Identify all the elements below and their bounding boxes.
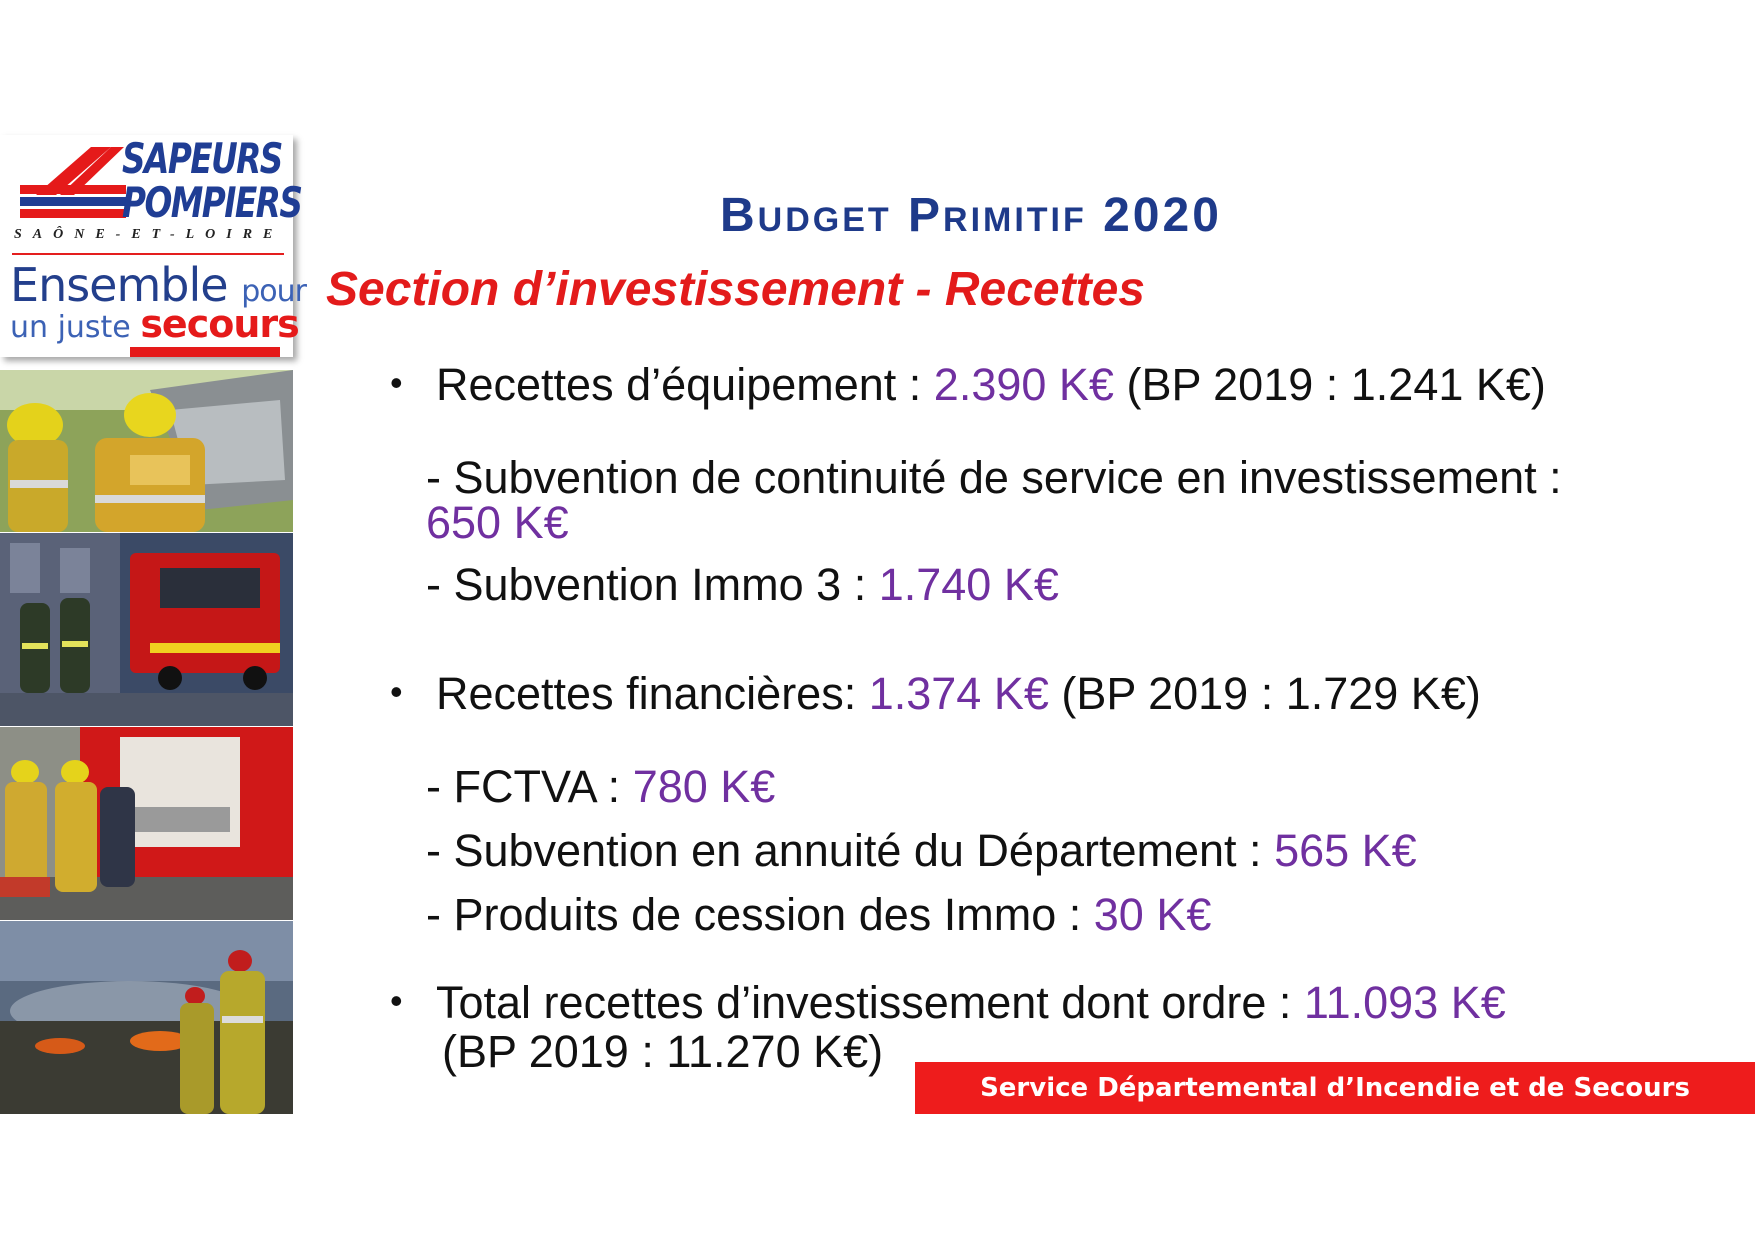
section-subtitle: Section d’investissement - Recettes (326, 263, 1145, 316)
bullet-equipment (436, 360, 1546, 410)
sub-item-fctva (426, 762, 775, 812)
bullet-value: 11.093 K€ (1303, 977, 1506, 1028)
slogan-word-un-juste: un juste (10, 310, 131, 345)
bullet-total (436, 978, 1506, 1028)
slogan-word-ensemble: Ensemble (10, 258, 228, 312)
photo-fire-truck (0, 533, 293, 726)
logo-region: SAÔNE-ET-LOIRE (14, 227, 284, 242)
logo-divider (12, 253, 284, 255)
sub-item-label: - FCTVA : (426, 761, 633, 812)
logo-bottom-bar (130, 347, 280, 357)
page-title: Budget Primitif 2020 (720, 189, 1222, 242)
sub-item-value: 565 K€ (1274, 825, 1417, 876)
sub-item-value: 780 K€ (632, 761, 776, 812)
bullet-label: Recettes financières: (436, 668, 869, 719)
slogan-word-pour: pour (241, 274, 306, 309)
sub-item-continuity-value (426, 498, 569, 548)
logo-stripes-icon (16, 145, 126, 223)
bullet-value: 2.390 K€ (933, 359, 1114, 410)
photo-ambulance (0, 727, 293, 920)
sub-item-value: 1.740 K€ (878, 559, 1059, 610)
sub-item-label: - Subvention de continuité de service en investissement : (426, 452, 1562, 503)
footer-banner: Service Départemental d’Incendie et de Secours (915, 1062, 1755, 1114)
sub-item-value: 650 K€ (426, 497, 569, 548)
sdis-logo (0, 134, 306, 357)
bullet-financial (436, 669, 1481, 719)
sub-item-label: - Subvention en annuité du Département : (426, 825, 1275, 876)
logo-title (122, 134, 302, 227)
photo-road-rescue (0, 370, 293, 532)
bullet-dot-1: • (390, 362, 403, 403)
logo-title-line2: POMPIERS (122, 178, 302, 227)
bullet-note: (BP 2019 : 11.270 K€) (442, 1026, 884, 1077)
bullet-value: 1.374 K€ (868, 668, 1049, 719)
sub-item-label: - Produits de cession des Immo : (426, 889, 1094, 940)
bullet-dot-2: • (390, 671, 403, 712)
bullet-label: Recettes d’équipement : (436, 359, 934, 410)
logo-slogan-line2 (10, 302, 300, 346)
bullet-dot-3: • (390, 980, 403, 1021)
bullet-note: (BP 2019 : 1.729 K€) (1048, 668, 1481, 719)
sub-item-value: 30 K€ (1093, 889, 1212, 940)
photo-wildfire (0, 921, 293, 1114)
sub-item-label: - Subvention Immo 3 : (426, 559, 879, 610)
sub-item-continuity (426, 453, 1562, 503)
bullet-note: (BP 2019 : 1.241 K€) (1113, 359, 1546, 410)
logo-title-line1: SAPEURS (122, 134, 282, 183)
sub-item-immo3 (426, 560, 1059, 610)
bullet-total-note (442, 1027, 883, 1077)
sub-item-cession (426, 890, 1211, 940)
slogan-word-secours: secours (140, 302, 299, 346)
sub-item-annuity (426, 826, 1417, 876)
bullet-label: Total recettes d’investissement dont ordre : (436, 977, 1304, 1028)
